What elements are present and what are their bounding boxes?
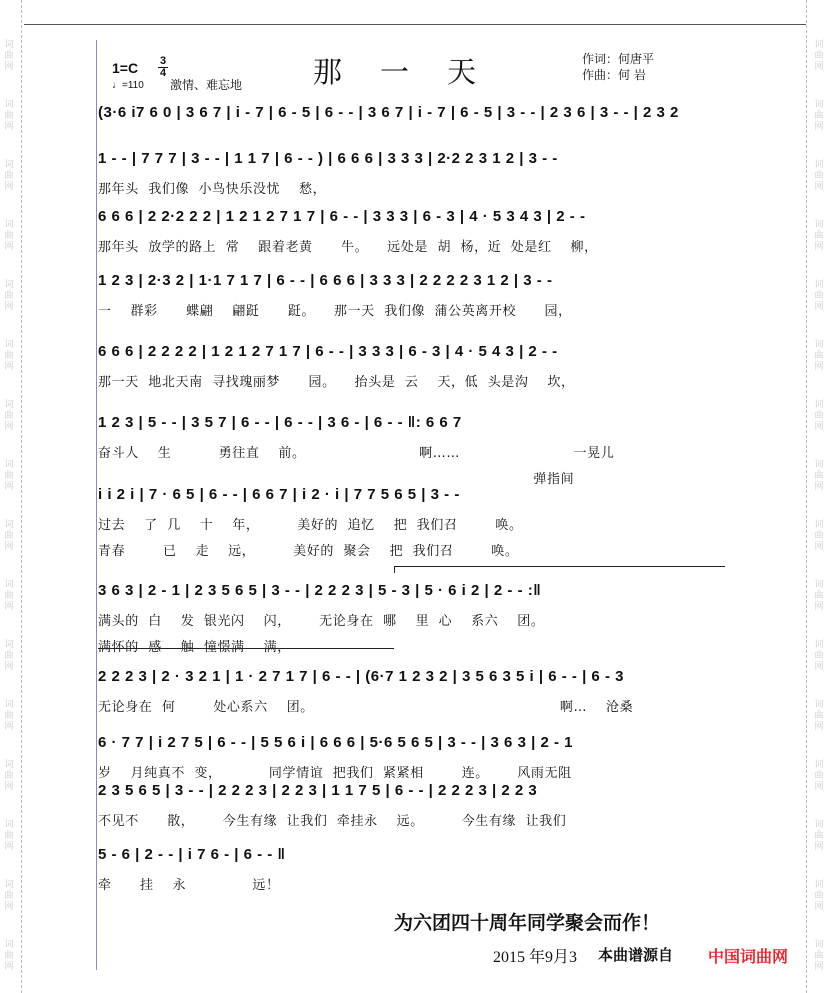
site-brand: 中国词曲网 [708,947,789,966]
watermark-text: 词 曲 网 [4,520,14,552]
watermark-text: 词 曲 网 [4,640,14,672]
watermark-text: 词 曲 网 [814,820,824,852]
song-title: 那一天 [313,55,515,89]
watermark-text: 词 曲 网 [814,940,824,972]
watermark-text: 词 曲 网 [4,700,14,732]
watermark-column-right [812,0,828,993]
watermark-text: 词 曲 网 [4,760,14,792]
lyric-line: 岁 月纯真不 变， 同学情谊 把我们 紧紧相 连。 风雨无阻 [98,766,572,781]
notation-line: (3·6 i7 6 0 | 3 6 7 | i - 7 | 6 - 5 | 6 - - | 3 6 7 | i - 7 | 6 - 5 | 3 - - | 2 3 6 | 3 - - | 2 3 2 [98,104,679,121]
lyric-line: 无论身在 何 处心系六 团。 啊… 沧桑 [98,700,634,715]
tempo-marking: ♩=110 [112,80,144,91]
notation-line: 2 2 2 3 | 2 · 3 2 1 | 1 · 2 7 1 7 | 6 - - | (6·7 1 2 3 2 | 3 5 6 3 5 i | 6 - - | 6 - 3 [98,668,624,685]
composition-date: 2015 年9月3 [493,949,578,966]
top-rule [24,24,806,25]
watermark-text: 词 曲 网 [814,520,824,552]
time-numerator: 3 [159,55,167,67]
notation-line: 6 6 6 | 2 2·2 2 2 | 1 2 1 2 7 1 7 | 6 - - | 3 3 3 | 6 - 3 | 4 · 5 3 4 3 | 2 - - [98,208,586,225]
notation-line: 1 - - | 7 7 7 | 3 - - | 1 1 7 | 6 - - ) | 6 6 6 | 3 3 3 | 2·2 2 3 1 2 | 3 - - [98,150,558,167]
notation-line: i i 2 i | 7 · 6 5 | 6 - - | 6 6 7 | i 2 · i | 7 7 5 6 5 | 3 - - [98,486,460,503]
watermark-text: 词 曲 网 [814,460,824,492]
lyric-line: 奋斗人 生 勇往直 前。 啊…… 一晃儿 [98,446,615,461]
watermark-column-left [2,0,18,993]
watermark-text: 词 曲 网 [814,760,824,792]
watermark-text: 词 曲 网 [814,580,824,612]
right-margin-rule [806,0,808,993]
lyric-line: 满头的 白 发 银光闪 闪， 无论身在 哪 里 心 系六 团。 [98,614,545,629]
notation-line: 3 6 3 | 2 - 1 | 2 3 5 6 5 | 3 - - | 2 2 2 3 | 5 - 3 | 5 · 6 i 2 | 2 - - :‖ [98,582,542,599]
watermark-text: 词 曲 网 [4,40,14,72]
watermark-text: 词 曲 网 [814,640,824,672]
watermark-text: 词 曲 网 [4,940,14,972]
watermark-text: 词 曲 网 [4,280,14,312]
watermark-text: 词 曲 网 [4,160,14,192]
lyric-line: 那年头 我们像 小鸟快乐没忧 愁， [98,182,327,197]
lyric-line: 那一天 地北天南 寻找瑰丽梦 园。 抬头是 云 天，低 头是沟 坎， [98,375,575,390]
first-ending-bracket [394,566,725,573]
lyric-line: 不见不 散， 今生有缘 让我们 牵挂永 远。 今生有缘 让我们 [98,814,567,829]
lyric-line: 那年头 放学的路上 常 跟着老黄 牛。 远处是 胡 杨，近 处是红 柳， [98,240,598,255]
source-note: 本曲谱源自 [598,946,674,964]
watermark-text: 词 曲 网 [4,220,14,252]
second-ending-bracket [98,648,394,655]
lyric-line: 牵 挂 永 远！ [98,878,280,893]
content-left-rule [96,40,97,970]
lyric-line: 弹指间 [98,472,575,487]
notation-line: 6 · 7 7 | i 2 7 5 | 6 - - | 5 5 6 i | 6 6 6 | 5·6 5 6 5 | 3 - - | 3 6 3 | 2 - 1 [98,734,573,751]
time-signature [158,56,168,79]
composer-credit: 作曲：何 岩 [582,68,646,82]
watermark-text: 词 曲 网 [814,40,824,72]
watermark-text: 词 曲 网 [814,400,824,432]
watermark-text: 词 曲 网 [4,400,14,432]
watermark-text: 词 曲 网 [814,880,824,912]
notation-line: 1 2 3 | 5 - - | 3 5 7 | 6 - - | 6 - - | 3 6 - | 6 - - ‖: 6 6 7 [98,414,462,431]
time-denominator: 4 [159,67,167,79]
lyric-line: 青春 已 走 远， 美好的 聚会 把 我们召 唤。 [98,544,519,559]
watermark-text: 词 曲 网 [4,100,14,132]
mood-marking: 激情、难忘地 [170,78,243,92]
lyricist-credit: 作词：何唐平 [582,52,655,66]
watermark-text: 词 曲 网 [4,340,14,372]
watermark-text: 词 曲 网 [814,160,824,192]
watermark-text: 词 曲 网 [4,460,14,492]
lyric-line: 满怀的 感 触 憧憬满 满， [98,640,291,655]
watermark-text: 词 曲 网 [814,700,824,732]
watermark-text: 词 曲 网 [814,220,824,252]
watermark-text: 词 曲 网 [4,820,14,852]
watermark-text: 词 曲 网 [4,880,14,912]
notation-line: 5 - 6 | 2 - - | i 7 6 - | 6 - - ‖ [98,846,286,863]
lyric-line: 过去 了 几 十 年， 美好的 追忆 把 我们召 唤。 [98,518,523,533]
watermark-text: 词 曲 网 [814,100,824,132]
notation-line: 1 2 3 | 2·3 2 | 1·1 7 1 7 | 6 - - | 6 6 6 | 3 3 3 | 2 2 2 2 3 1 2 | 3 - - [98,272,553,289]
dedication: 为六团四十周年同学聚会而作！ [394,912,661,934]
watermark-text: 词 曲 网 [814,280,824,312]
lyric-line: 一 群彩 蝶翩 翩跹 跹。 那一天 我们像 蒲公英离开校 园， [98,304,572,319]
notation-line: 6 6 6 | 2 2 2 2 | 1 2 1 2 7 1 7 | 6 - - | 3 3 3 | 6 - 3 | 4 · 5 4 3 | 2 - - [98,343,558,360]
watermark-text: 词 曲 网 [814,340,824,372]
left-margin-rule [21,0,23,993]
watermark-text: 词 曲 网 [4,580,14,612]
notation-line: 2 3 5 6 5 | 3 - - | 2 2 2 3 | 2 2 3 | 1 1 7 5 | 6 - - | 2 2 2 3 | 2 2 3 [98,782,538,799]
key-signature: 1=C [112,60,139,76]
